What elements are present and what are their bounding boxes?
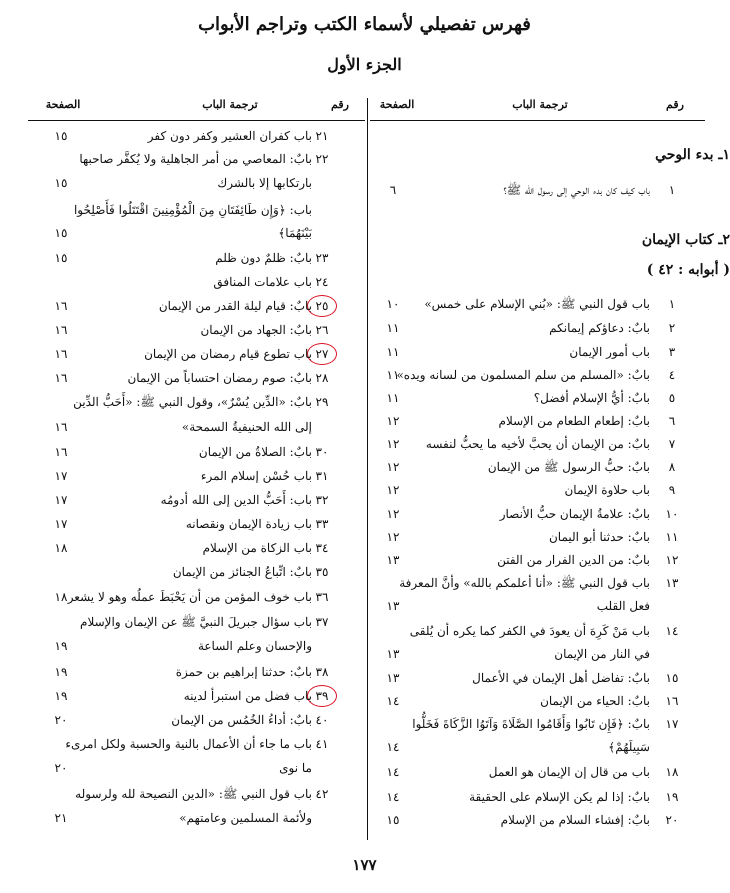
entry-title: بابٌ: أيُّ الإسلام أفضل؟ (533, 391, 650, 405)
entry-title: بابٌ: ظلمٌ دون ظلم (215, 251, 312, 265)
entry-title: بابٌ: «المسلم من سلم المسلمون من لسانه ويده» (396, 368, 650, 382)
entry-page: ١٢ (386, 530, 400, 544)
entry-title: والإحسان وعلم الساعة (197, 639, 312, 653)
entry-page: ١١ (386, 368, 400, 382)
entry-title: باب فضل من استبرأ لدينه (183, 689, 312, 703)
entry-title: باب: أَحَبُّ الدين إلى الله أدومُه (160, 493, 312, 507)
entry-number: ٢٥ (315, 299, 329, 313)
entry-title: باب حُسْن إسلام المرء (200, 469, 312, 483)
entry-number: ٣٠ (315, 445, 329, 459)
entry-page: ١٦ (54, 347, 68, 361)
column-divider (367, 98, 368, 840)
entry-number: ٣٦ (315, 590, 329, 604)
header-page-right: الصفحة (379, 98, 415, 111)
entry-title: ما نوى (279, 761, 312, 775)
entry-title: بابٌ: الجهاد من الإيمان (200, 323, 312, 337)
entry-page: ١١ (386, 345, 400, 359)
entry-number: ١٩ (665, 790, 679, 804)
entry-title: بابٌ: أداءُ الخُمُس من الإيمان (171, 713, 312, 727)
entry-title: إلى الله الحنيفيةُ السمحة» (181, 420, 312, 434)
entry-number: ٢٩ (315, 395, 329, 409)
entry-page: ١١ (386, 391, 400, 405)
entry-title: باب علامات المنافق (213, 275, 312, 289)
entry-title: بابٌ: ﴿فَإِن تَابُوا وَأَقَامُوا الصَّلَاةَ وَآتَوُا الزَّكَاةَ فَخَلُّوا (412, 717, 650, 731)
entry-title: سَبِيلَهُمْ﴾ (608, 740, 650, 754)
entry-number: ٦ (668, 414, 676, 428)
entry-number: ١٨ (665, 765, 679, 779)
entry-page: ١٢ (386, 414, 400, 428)
entry-page: ١٨ (54, 590, 68, 604)
entry-title: بابٌ: «الدِّين يُسْرٌ»، وقول النبي ﷺ: «أَحَبُّ الدِّين (73, 395, 312, 409)
entry-page: ١٤ (386, 694, 400, 708)
entry-title: باب مَنْ كَرِهَ أن يعودَ في الكفر كما يكره أن يُلقى (409, 624, 650, 638)
entry-title: بارتكابها إلا بالشرك (217, 176, 312, 190)
entry-title: باب قول النبي ﷺ: «الدين النصيحة لله ولرسوله (75, 787, 312, 801)
entry-page: ١٥ (54, 176, 68, 190)
entry-page: ٦ (389, 183, 397, 197)
header-title-right: ترجمة الباب (512, 98, 568, 111)
entry-page: ١٧ (54, 517, 68, 531)
entry-title: باب خوف المؤمن من أن يَحْبَطَ عملُه وهو لا يشعر (67, 590, 312, 604)
entry-number: ٢٤ (315, 275, 329, 289)
entry-page: ١١ (386, 321, 400, 335)
entry-title: في النار من الإيمان (554, 647, 650, 661)
entry-title: باب أمور الإيمان (569, 345, 650, 359)
entry-number: ٨ (668, 460, 676, 474)
entry-number: ٢٠ (665, 813, 679, 827)
entry-number: ٣٤ (315, 541, 329, 555)
entry-title: بابٌ: تفاضل أهل الإيمان في الأعمال (472, 671, 650, 685)
entry-number: ٤ (668, 368, 676, 382)
entry-number: ١٢ (665, 553, 679, 567)
entry-title: بابٌ: إذا لم يكن الإسلام على الحقيقة (469, 790, 650, 804)
entry-page: ١٦ (54, 323, 68, 337)
entry-number: ١٧ (665, 717, 679, 731)
entry-title: باب زيادة الإيمان ونقصانه (185, 517, 312, 531)
entry-page: ١٦ (54, 445, 68, 459)
entry-number: ٣٣ (315, 517, 329, 531)
entry-title: بابٌ: إطعام الطعام من الإسلام (498, 414, 650, 428)
entry-number: ٢٧ (315, 347, 329, 361)
entry-title: بابٌ: من الإيمان أن يحبَّ لأخيه ما يحبُّ لنفسه (425, 437, 650, 451)
entry-page: ١٤ (386, 790, 400, 804)
entry-page: ١٢ (386, 507, 400, 521)
entry-title: باب سؤال جبريلَ النبيَّ ﷺ عن الإيمان والإسلام (80, 615, 312, 629)
entry-page: ٢٠ (54, 713, 68, 727)
section-heading: ١ـ بدء الوحي (655, 147, 730, 163)
index-title: فهرس تفصيلي لأسماء الكتب وتراجم الأبواب (198, 14, 531, 35)
entry-page: ١٨ (54, 541, 68, 555)
entry-page: ١٥ (386, 813, 400, 827)
entry-page: ١٠ (386, 297, 400, 311)
entry-title: باب الزكاة من الإسلام (202, 541, 312, 555)
section-heading: ( أبوابه : ٤٢ ) (646, 262, 730, 278)
entry-title: بَيْنَهُمَا﴾ (278, 226, 312, 240)
entry-page: ١٥ (54, 226, 68, 240)
entry-number: ٢٣ (315, 251, 329, 265)
entry-number: ٤٠ (315, 713, 329, 727)
entry-title: باب من قال إن الإيمان هو العمل (488, 765, 650, 779)
entry-page: ١٩ (54, 639, 68, 653)
header-rule-right (370, 120, 705, 121)
entry-page: ١٣ (386, 553, 400, 567)
entry-number: ١ (668, 183, 676, 197)
entry-number: ٣٩ (315, 689, 329, 703)
entry-page: ١٣ (386, 647, 400, 661)
entry-page: ١٢ (386, 460, 400, 474)
page-number: ١٧٧ (352, 856, 377, 874)
entry-page: ١٩ (54, 689, 68, 703)
entry-number: ٢٦ (315, 323, 329, 337)
entry-number: ٢٨ (315, 371, 329, 385)
entry-number: ٣٧ (315, 615, 329, 629)
entry-page: ١٥ (54, 251, 68, 265)
entry-number: ١ (668, 297, 676, 311)
entry-page: ١٥ (54, 129, 68, 143)
header-title-left: ترجمة الباب (202, 98, 258, 111)
entry-title: بابٌ: قيام ليلة القدر من الإيمان (158, 299, 312, 313)
entry-number: ٢ (668, 321, 676, 335)
entry-number: ١٦ (665, 694, 679, 708)
entry-page: ١٧ (54, 469, 68, 483)
entry-title: بابٌ: دعاؤكم إيمانكم (549, 321, 650, 335)
entry-page: ٢٠ (54, 761, 68, 775)
entry-title: بابٌ: المعاصي من أمر الجاهلية ولا يُكفَّر صاحبها (79, 152, 312, 166)
entry-title: باب كيف كان بدء الوحي إلى رسول الله ﷺ؟ (503, 183, 650, 197)
entry-number: ٥ (668, 391, 676, 405)
entry-page: ١٢ (386, 437, 400, 451)
entry-title: باب ما جاء أن الأعمال بالنية والحسبة ولكل امرىء (65, 737, 312, 751)
entry-number: ٣٨ (315, 665, 329, 679)
entry-number: ١٠ (665, 507, 679, 521)
entry-title: باب كفران العشير وكفر دون كفر (147, 129, 312, 143)
entry-title: باب حلاوة الإيمان (564, 483, 650, 497)
entry-title: ولأئمة المسلمين وعامتهم» (179, 811, 312, 825)
volume-subtitle: الجزء الأول (327, 55, 402, 74)
section-heading: ٢ـ كتاب الإيمان (641, 232, 730, 248)
entry-number: ١٣ (665, 576, 679, 590)
entry-page: ١٤ (386, 740, 400, 754)
entry-number: ١٥ (665, 671, 679, 685)
entry-title: باب قول النبي ﷺ: «أنا أعلمكم بالله» وأنَّ المعرفة (399, 576, 650, 590)
entry-number: ٣٢ (315, 493, 329, 507)
entry-title: بابٌ: إفشاء السلام من الإسلام (500, 813, 650, 827)
entry-page: ١٤ (386, 765, 400, 779)
entry-title: بابٌ: علامةُ الإيمان حبُّ الأنصار (499, 507, 650, 521)
entry-number: ١١ (665, 530, 679, 544)
entry-number: ٧ (668, 437, 676, 451)
entry-title: باب قول النبي ﷺ: «بُني الإسلام على خمس» (424, 297, 650, 311)
entry-number: ٩ (668, 483, 676, 497)
header-num-right: رقم (666, 98, 684, 111)
entry-title: بابٌ: حبُّ الرسول ﷺ من الإيمان (487, 460, 650, 474)
entry-page: ١٣ (386, 599, 400, 613)
entry-page: ١٣ (386, 671, 400, 685)
entry-title: باب تطوع قيام رمضان من الإيمان (144, 347, 312, 361)
entry-title: بابٌ: الحياء من الإيمان (540, 694, 650, 708)
entry-title: بابٌ: الصلاةُ من الإيمان (198, 445, 312, 459)
entry-page: ١٢ (386, 483, 400, 497)
entry-title: بابٌ: حدثنا إبراهيم بن حمزة (175, 665, 312, 679)
header-rule-left (28, 120, 365, 121)
header-page-left: الصفحة (45, 98, 81, 111)
entry-title: بابٌ: حدثنا أبو اليمان (548, 530, 650, 544)
entry-number: ٤١ (315, 737, 329, 751)
entry-page: ١٩ (54, 665, 68, 679)
entry-number: ٢١ (315, 129, 329, 143)
entry-title: فعل القلب (596, 599, 650, 613)
entry-title: بابٌ: اتِّباعُ الجنائز من الإيمان (172, 565, 312, 579)
entry-page: ٢١ (54, 811, 68, 825)
header-num-left: رقم (331, 98, 349, 111)
entry-page: ١٧ (54, 493, 68, 507)
entry-page: ١٦ (54, 420, 68, 434)
entry-number: ٢٢ (315, 152, 329, 166)
entry-number: ٣٥ (315, 565, 329, 579)
entry-page: ١٦ (54, 371, 68, 385)
entry-number: ١٤ (665, 624, 679, 638)
entry-number: ٣١ (315, 469, 329, 483)
entry-number: ٣ (668, 345, 676, 359)
entry-page: ١٦ (54, 299, 68, 313)
entry-title: بابٌ: صوم رمضان احتساباً من الإيمان (127, 371, 312, 385)
entry-number: ٤٢ (315, 787, 329, 801)
entry-title: باب: ﴿وَإِن طَائِفَتَانِ مِنَ الْمُؤْمِنِينَ اقْتَتَلُوا فَأَصْلِحُوا (73, 203, 312, 217)
entry-title: بابٌ: من الدين الفرار من الفتن (497, 553, 650, 567)
